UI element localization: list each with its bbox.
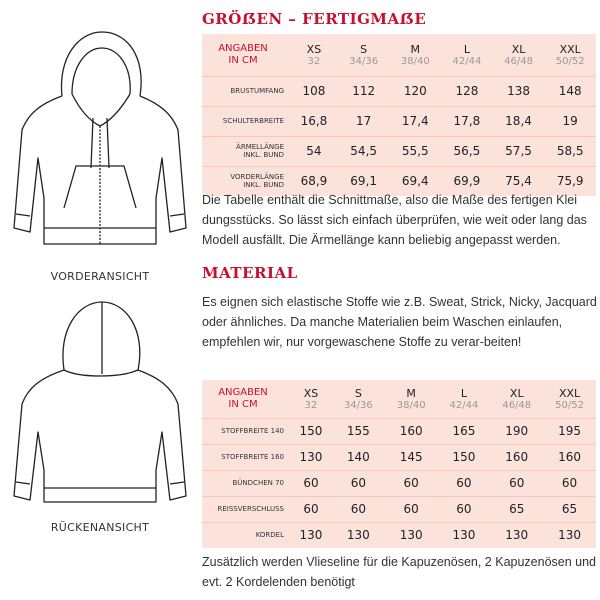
table-row bbox=[202, 522, 596, 548]
size-col-l bbox=[441, 34, 493, 76]
table-cell: 60 bbox=[456, 502, 472, 516]
row-label: BÜNDCHEN 70 bbox=[232, 479, 284, 487]
front-view-sketch bbox=[0, 18, 200, 258]
size-name: XL bbox=[509, 386, 524, 400]
header-label-line-1: ANGABEN bbox=[218, 386, 268, 398]
size-col-xl bbox=[490, 380, 543, 418]
table-cell: 130 bbox=[505, 528, 529, 543]
size-name: M bbox=[410, 42, 421, 56]
header-label-line-2: IN CM bbox=[228, 398, 258, 410]
table-cell: 65 bbox=[509, 502, 525, 516]
table-cell: 54,5 bbox=[350, 144, 378, 158]
front-view-caption: VORDERANSICHT bbox=[50, 270, 150, 283]
size-col-xxl bbox=[543, 380, 596, 418]
table-cell: 165 bbox=[452, 424, 476, 438]
table-cell: 130 bbox=[452, 528, 476, 543]
header-label-line-2: IN CM bbox=[228, 54, 258, 66]
table-cell: 150 bbox=[452, 450, 476, 464]
size-col-m bbox=[389, 34, 441, 76]
table-cell: 60 bbox=[303, 476, 319, 490]
table-cell: 140 bbox=[346, 450, 370, 464]
table-cell: 69,1 bbox=[350, 174, 378, 189]
table-cell: 19 bbox=[562, 114, 578, 128]
size-number: 42/44 bbox=[449, 399, 479, 411]
table-cell: 60 bbox=[561, 476, 578, 490]
table-cell: 17,4 bbox=[401, 114, 429, 128]
size-number: 46/48 bbox=[504, 55, 533, 67]
table-cell: 58,5 bbox=[556, 144, 584, 158]
size-name: XS bbox=[306, 42, 322, 56]
back-view-caption: RÜCKENANSICHT bbox=[50, 521, 150, 534]
material-description: Es eignen sich elastische Stoffe wie z.B. Sweat, Strick, Nicky, Jacquard oder ähnliches. Da manche Materialien beim Waschen einlaufen, empfehlen wir, nur vorgewaschene Stoffe zu verar-beiten! bbox=[202, 295, 597, 349]
table-cell: 160 bbox=[505, 450, 529, 464]
sketch-column bbox=[0, 0, 200, 600]
table-cell: 128 bbox=[455, 84, 479, 98]
table-header-row bbox=[202, 34, 596, 76]
table-cell: 160 bbox=[558, 450, 582, 464]
size-name: L bbox=[463, 42, 470, 56]
table-row bbox=[202, 418, 596, 444]
size-number: 42/44 bbox=[452, 55, 482, 67]
size-name: S bbox=[354, 386, 362, 400]
size-number: 46/48 bbox=[502, 399, 532, 411]
table-row bbox=[202, 136, 596, 166]
row-label-line-1: SCHULTERBREITE bbox=[222, 117, 284, 125]
table-cell: 130 bbox=[346, 528, 370, 543]
row-label-line-1: VORDERLÄNGE bbox=[230, 173, 284, 182]
table-cell: 108 bbox=[302, 84, 326, 98]
sizes-description: Die Tabelle enthält die Schnittmaße, also die Maße des fertigen Klei dungsstücks. So lässt sich einfach überprüfen, wie weit oder lang das Modell ausfällt. Die Ärmellänge kann beliebig angepasst werden. bbox=[202, 193, 587, 247]
row-label: STOFFBREITE 140 bbox=[221, 427, 284, 435]
size-col-s bbox=[338, 34, 390, 76]
row-label: STOFFBREITE 160 bbox=[221, 453, 284, 461]
table-cell: 130 bbox=[299, 450, 323, 464]
row-label bbox=[202, 76, 290, 106]
table-cell: 190 bbox=[505, 424, 529, 438]
size-col-s bbox=[332, 380, 385, 418]
table-cell: 155 bbox=[346, 424, 370, 438]
table-cell: 195 bbox=[558, 424, 582, 438]
size-col-xs bbox=[290, 380, 332, 418]
table-cell: 69,9 bbox=[453, 174, 481, 189]
row-label-line-2: INKL. BUND bbox=[243, 151, 284, 159]
table-cell: 145 bbox=[399, 450, 423, 464]
table-cell: 130 bbox=[558, 528, 582, 543]
size-number: 34/36 bbox=[349, 55, 379, 67]
table-cell: 68,9 bbox=[300, 174, 328, 189]
table-cell: 130 bbox=[399, 528, 423, 543]
size-name: M bbox=[406, 386, 416, 400]
table-cell: 112 bbox=[352, 84, 376, 98]
size-name: XXL bbox=[558, 386, 581, 400]
table-cell: 65 bbox=[561, 502, 578, 516]
table-row bbox=[202, 106, 596, 136]
table-cell: 150 bbox=[299, 424, 323, 438]
size-number: 32 bbox=[307, 55, 321, 67]
table-cell: 75,4 bbox=[505, 174, 532, 189]
size-col-xxl bbox=[544, 34, 596, 76]
size-name: XS bbox=[303, 386, 319, 400]
material-table bbox=[202, 380, 596, 548]
size-col-xl bbox=[493, 34, 545, 76]
size-number: 38/40 bbox=[400, 55, 430, 67]
size-number: 34/36 bbox=[343, 399, 373, 411]
size-name: S bbox=[360, 42, 368, 56]
table-cell: 69,4 bbox=[401, 174, 429, 189]
header-label-line-1: ANGABEN bbox=[218, 42, 268, 54]
table-cell: 160 bbox=[399, 424, 423, 438]
size-col-xs bbox=[290, 34, 338, 76]
table-cell: 18,4 bbox=[505, 114, 532, 128]
size-name: XXL bbox=[559, 42, 581, 56]
size-number: 32 bbox=[304, 399, 318, 411]
row-label: REISSVERSCHLUSS bbox=[217, 505, 284, 513]
table-cell: 16,8 bbox=[300, 114, 328, 128]
size-number: 38/40 bbox=[396, 399, 426, 411]
table-cell: 75,9 bbox=[556, 174, 584, 189]
table-cell: 120 bbox=[403, 84, 427, 98]
table-cell: 148 bbox=[558, 84, 582, 98]
size-number: 50/52 bbox=[555, 399, 584, 411]
table-cell: 60 bbox=[350, 502, 366, 516]
table-cell: 130 bbox=[299, 528, 323, 543]
table-cell: 60 bbox=[403, 502, 419, 516]
table-cell: 60 bbox=[456, 476, 472, 490]
table-cell: 17,8 bbox=[453, 114, 481, 128]
material-title: MATERIAL bbox=[202, 264, 298, 282]
row-label: KORDEL bbox=[255, 531, 284, 540]
table-cell: 138 bbox=[507, 84, 530, 98]
row-label-line-1: BRUSTUMFANG bbox=[230, 87, 284, 95]
table-row bbox=[202, 444, 596, 470]
row-label bbox=[202, 136, 290, 166]
row-label bbox=[202, 106, 290, 136]
size-col-m bbox=[385, 380, 438, 418]
table-cell: 17 bbox=[356, 114, 372, 128]
table-row bbox=[202, 76, 596, 106]
table-header-row bbox=[202, 380, 596, 418]
size-number: 50/52 bbox=[555, 55, 585, 67]
sizes-title: GRÖẞEN – FERTIGMAẞE bbox=[202, 10, 427, 28]
table-cell: 60 bbox=[403, 476, 419, 490]
table-cell: 60 bbox=[303, 502, 319, 516]
header-label bbox=[202, 380, 290, 418]
table-cell: 57,5 bbox=[505, 144, 532, 158]
table-cell: 60 bbox=[509, 476, 525, 490]
size-col-l bbox=[438, 380, 491, 418]
row-label-line-2: INKL. BUND bbox=[243, 181, 284, 190]
row-label-line-1: ÄRMELLÄNGE bbox=[236, 143, 284, 151]
table-cell: 55,5 bbox=[401, 144, 429, 158]
table-cell: 54 bbox=[306, 144, 322, 158]
table-row bbox=[202, 470, 596, 496]
size-name: L bbox=[460, 386, 468, 400]
material-footer-note: Zusätzlich werden Vlieseline für die Kapuzenösen, 2 Kapuzenösen und evt. 2 Kordelenden benötigt bbox=[202, 555, 597, 589]
finished-sizes-table bbox=[202, 34, 596, 196]
table-cell: 56,5 bbox=[453, 144, 481, 158]
back-view-sketch bbox=[0, 290, 200, 520]
table-cell: 60 bbox=[350, 476, 366, 490]
size-name: XL bbox=[511, 42, 526, 56]
header-label bbox=[202, 34, 290, 76]
table-row bbox=[202, 496, 596, 522]
